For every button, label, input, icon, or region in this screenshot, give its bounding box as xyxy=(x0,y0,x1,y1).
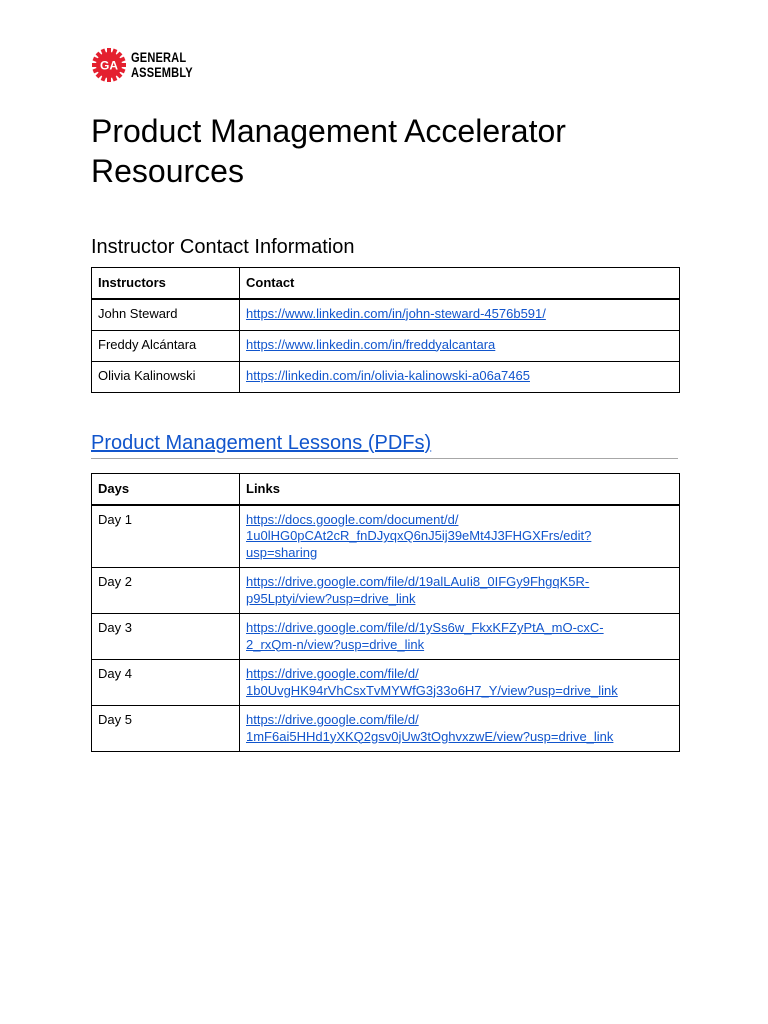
table-row xyxy=(92,330,680,361)
table-row xyxy=(92,568,680,614)
table-row xyxy=(92,614,680,660)
column-header-contact: Contact xyxy=(240,268,680,299)
lesson-link-cell xyxy=(240,505,680,568)
logo-wordmark xyxy=(131,50,193,80)
day-label: Day 3 xyxy=(92,614,240,660)
table-row xyxy=(92,505,680,568)
general-assembly-logo xyxy=(91,47,206,83)
logo-mark-text: GA xyxy=(100,58,118,73)
instructor-section-heading: Instructor Contact Information xyxy=(91,236,355,258)
contact-cell xyxy=(240,330,680,361)
table-header-row xyxy=(92,268,680,299)
table-header-row xyxy=(92,474,680,505)
table-row xyxy=(92,299,680,331)
lesson-link-cell xyxy=(240,614,680,660)
logo-line-2: ASSEMBLY xyxy=(131,65,193,80)
day-label: Day 1 xyxy=(92,505,240,568)
instructor-name: John Steward xyxy=(92,299,240,331)
lessons-heading-container xyxy=(91,430,678,459)
lessons-section-heading-link[interactable]: Product Management Lessons (PDFs) xyxy=(91,432,432,454)
lesson-link[interactable]: https://drive.google.com/file/d/ 1b0UvgHK94rVhCsxTvMYWfG3j33o6H7_Y/view?usp=drive_link xyxy=(246,666,618,698)
lesson-link-cell xyxy=(240,706,680,752)
logo-line-1: GENERAL xyxy=(131,50,187,65)
contact-cell xyxy=(240,361,680,392)
lesson-link[interactable]: https://drive.google.com/file/d/1ySs6w_FkxKFZyPtA_mO-cxC- 2_rxQm-n/view?usp=drive_link xyxy=(246,620,604,652)
lesson-link[interactable]: https://docs.google.com/document/d/ 1u0lHG0pCAt2cR_fnDJyqxQ6nJ5ij39eMt4J3FHGXFrs/edit? usp=sharing xyxy=(246,511,592,560)
day-label: Day 4 xyxy=(92,660,240,706)
day-label: Day 5 xyxy=(92,706,240,752)
contact-cell xyxy=(240,299,680,331)
table-row xyxy=(92,706,680,752)
day-label: Day 2 xyxy=(92,568,240,614)
column-header-instructors: Instructors xyxy=(92,268,240,299)
instructor-contact-table xyxy=(91,267,680,393)
contact-link[interactable]: https://www.linkedin.com/in/john-steward-4576b591/ xyxy=(246,305,546,321)
instructor-name: Freddy Alcántara xyxy=(92,330,240,361)
document-title: Product Management Accelerator Resources xyxy=(91,113,566,189)
ga-logo-icon xyxy=(91,47,127,83)
lessons-table xyxy=(91,473,680,752)
lesson-link[interactable]: https://drive.google.com/file/d/19alLAuIi8_0IFGy9FhgqK5R- p95Lptyi/view?usp=drive_link xyxy=(246,574,590,606)
lesson-link[interactable]: https://drive.google.com/file/d/ 1mF6ai5HHd1yXKQ2gsv0jUw3tOghvxzwE/view?usp=drive_link xyxy=(246,712,614,744)
column-header-links: Links xyxy=(240,474,680,505)
table-row xyxy=(92,660,680,706)
contact-link[interactable]: https://linkedin.com/in/olivia-kalinowski-a06a7465 xyxy=(246,367,530,383)
column-header-days: Days xyxy=(92,474,240,505)
instructor-name: Olivia Kalinowski xyxy=(92,361,240,392)
contact-link[interactable]: https://www.linkedin.com/in/freddyalcantara xyxy=(246,336,496,352)
lesson-link-cell xyxy=(240,660,680,706)
lesson-link-cell xyxy=(240,568,680,614)
table-row xyxy=(92,361,680,392)
